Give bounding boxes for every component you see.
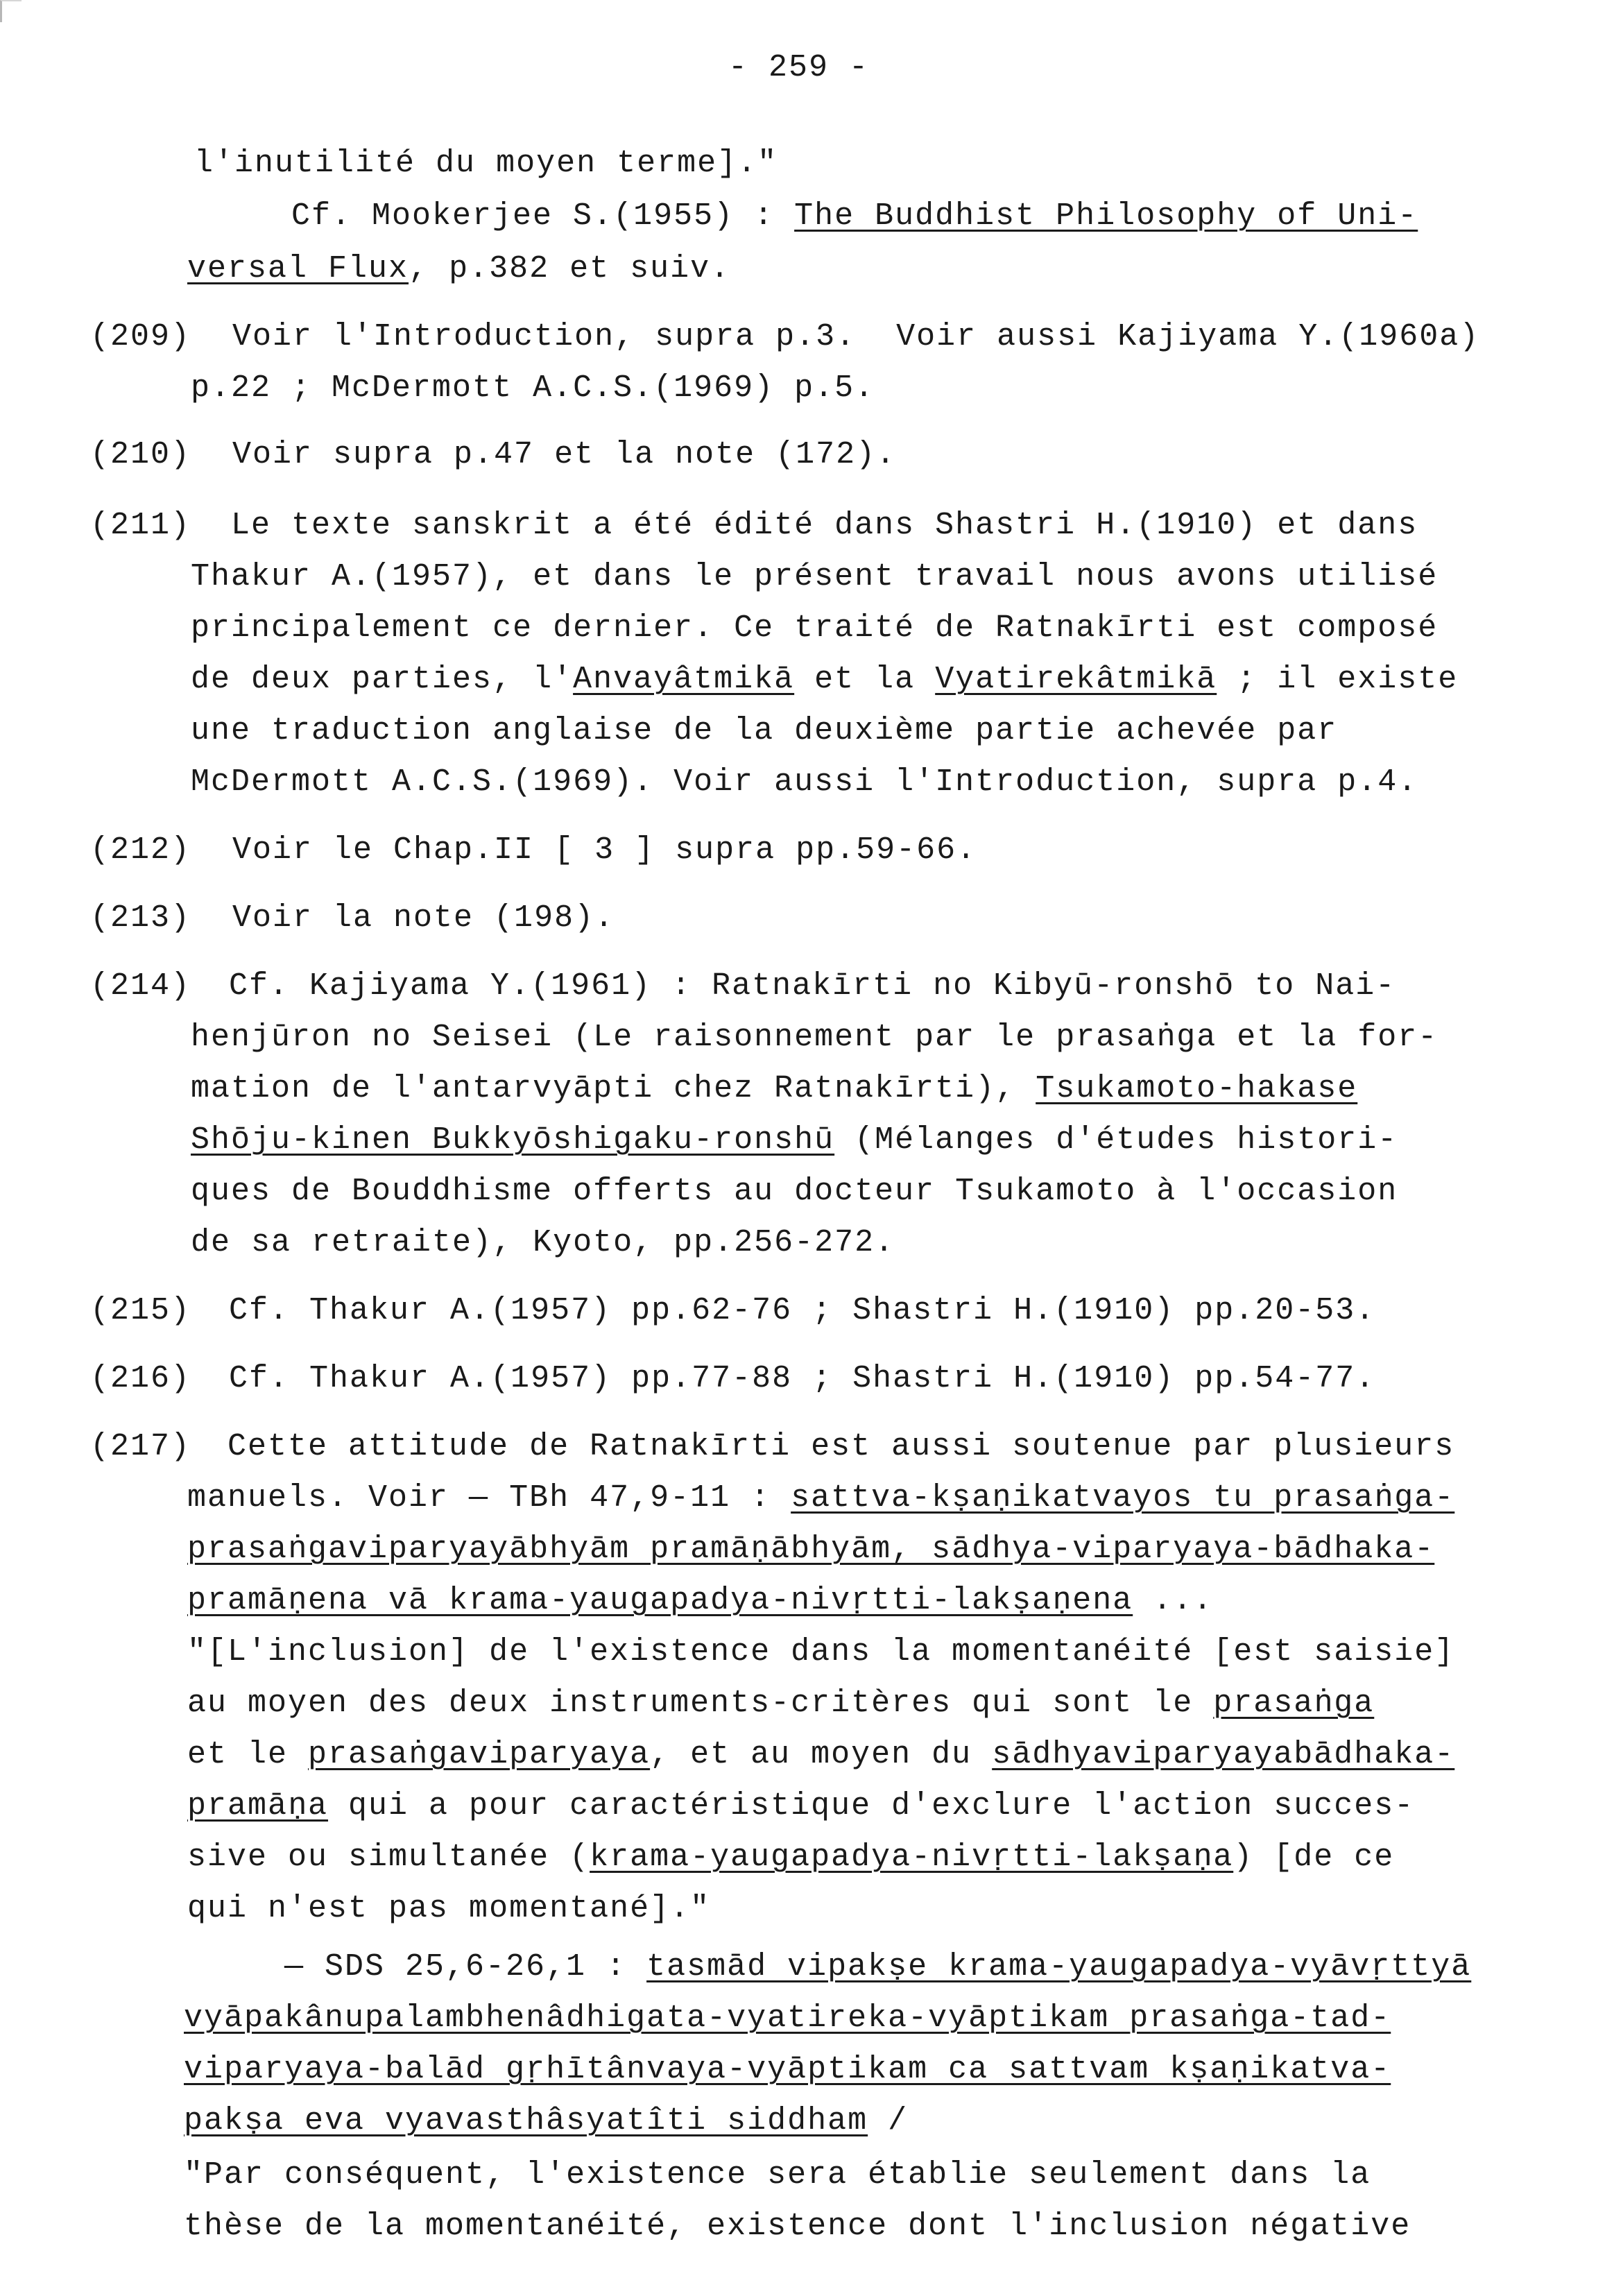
note-211-line: Thakur A.(1957), et dans le présent travail nous avons utilisé bbox=[191, 559, 1439, 594]
note-217-line: et le prasaṅgaviparyaya, et au moyen du sādhyaviparyayabādhaka- bbox=[187, 1737, 1455, 1772]
note-label-209: (209) bbox=[90, 319, 191, 354]
continuation-line: Cf. Mookerjee S.(1955) : The Buddhist Philosophy of Uni- bbox=[291, 198, 1418, 234]
note-217-line: sive ou simultanée (krama-yaugapadya-nivṛtti-lakṣaṇa) [de ce bbox=[187, 1840, 1395, 1875]
note-214-line: de sa retraite), Kyoto, pp.256-272. bbox=[191, 1225, 895, 1260]
note-217-line: vyāpakânupalambhenâdhigata-vyatireka-vyāptikam prasaṅga-tad- bbox=[184, 2001, 1391, 2036]
note-214-line: ques de Bouddhisme offerts au docteur Tsukamoto à l'occasion bbox=[191, 1174, 1398, 1209]
note-213-line: Voir la note (198). bbox=[232, 900, 615, 936]
note-217-line: pramāṇena vā krama-yaugapadya-nivṛtti-lakṣaṇena ... bbox=[187, 1583, 1214, 1618]
note-label-213: (213) bbox=[90, 900, 191, 936]
note-217-line: prasaṅgaviparyayābhyām pramāṇābhyām, sādhya-viparyaya-bādhaka- bbox=[187, 1532, 1435, 1567]
note-217-line: thèse de la momentanéité, existence dont l'inclusion négative bbox=[184, 2209, 1411, 2244]
continuation-line: l'inutilité du moyen terme]." bbox=[194, 146, 778, 181]
note-label-210: (210) bbox=[90, 437, 191, 472]
note-217-line: au moyen des deux instruments-critères qui sont le prasaṅga bbox=[187, 1686, 1375, 1721]
note-label-211: (211) bbox=[90, 508, 191, 543]
note-214-line: mation de l'antarvyāpti chez Ratnakīrti), Tsukamoto-hakase bbox=[191, 1071, 1358, 1106]
note-211-line: Le texte sanskrit a été édité dans Shastri H.(1910) et dans bbox=[231, 508, 1418, 543]
note-215-line: Cf. Thakur A.(1957) pp.62-76 ; Shastri H.(1910) pp.20-53. bbox=[229, 1293, 1376, 1328]
note-217-line: manuels. Voir — TBh 47,9-11 : sattva-kṣaṇikatvayos tu prasaṅga- bbox=[187, 1480, 1455, 1516]
book-title: versal Flux bbox=[187, 251, 409, 286]
book-title: The Buddhist Philosophy of Uni- bbox=[794, 198, 1418, 234]
note-label-212: (212) bbox=[90, 832, 191, 868]
note-217-line: pakṣa eva vyavasthâsyatîti siddham / bbox=[184, 2103, 909, 2139]
note-label-215: (215) bbox=[90, 1293, 191, 1328]
scan-corner-mark bbox=[0, 0, 22, 22]
note-209-line: Voir l'Introduction, supra p.3. Voir aussi Kajiyama Y.(1960a) bbox=[232, 319, 1480, 354]
note-209-line: p.22 ; McDermott A.C.S.(1969) p.5. bbox=[191, 370, 875, 406]
note-217-line: Cette attitude de Ratnakīrti est aussi soutenue par plusieurs bbox=[227, 1429, 1455, 1464]
note-210-line: Voir supra p.47 et la note (172). bbox=[232, 437, 897, 472]
note-212-line: Voir le Chap.II [ 3 ] supra pp.59-66. bbox=[232, 832, 977, 868]
note-label-217: (217) bbox=[90, 1429, 191, 1464]
note-211-line: principalement ce dernier. Ce traité de Ratnakīrti est composé bbox=[191, 610, 1439, 646]
note-214-line: henjūron no Seisei (Le raisonnement par le prasaṅga et la for- bbox=[191, 1020, 1439, 1055]
note-217-line: qui n'est pas momentané]." bbox=[187, 1891, 711, 1926]
note-217-line: — SDS 25,6-26,1 : tasmād vipakṣe krama-yaugapadya-vyāvṛttyā bbox=[284, 1949, 1472, 1985]
note-214-line: Shōju-kinen Bukkyōshigaku-ronshū (Mélanges d'études histori- bbox=[191, 1122, 1398, 1158]
note-217-line: pramāṇa qui a pour caractéristique d'exclure l'action succes- bbox=[187, 1788, 1415, 1824]
note-217-line: "[L'inclusion] de l'existence dans la momentanéité [est saisie] bbox=[187, 1634, 1455, 1670]
note-211-line: McDermott A.C.S.(1969). Voir aussi l'Introduction, supra p.4. bbox=[191, 764, 1418, 800]
note-label-216: (216) bbox=[90, 1361, 191, 1396]
note-216-line: Cf. Thakur A.(1957) pp.77-88 ; Shastri H.(1910) pp.54-77. bbox=[229, 1361, 1376, 1396]
note-211-line: une traduction anglaise de la deuxième partie achevée par bbox=[191, 713, 1338, 748]
note-214-line: Cf. Kajiyama Y.(1961) : Ratnakīrti no Kibyū-ronshō to Nai- bbox=[229, 968, 1396, 1004]
note-217-line: "Par conséquent, l'existence sera établie seulement dans la bbox=[184, 2157, 1371, 2193]
page-number: - 259 - bbox=[728, 50, 870, 85]
note-211-line: de deux parties, l'Anvayâtmikā et la Vyatirekâtmikā ; il existe bbox=[191, 662, 1459, 697]
note-217-line: viparyaya-balād gṛhītânvaya-vyāptikam ca sattvam kṣaṇikatva- bbox=[184, 2052, 1391, 2087]
note-label-214: (214) bbox=[90, 968, 191, 1004]
continuation-line: versal Flux, p.382 et suiv. bbox=[187, 251, 731, 286]
